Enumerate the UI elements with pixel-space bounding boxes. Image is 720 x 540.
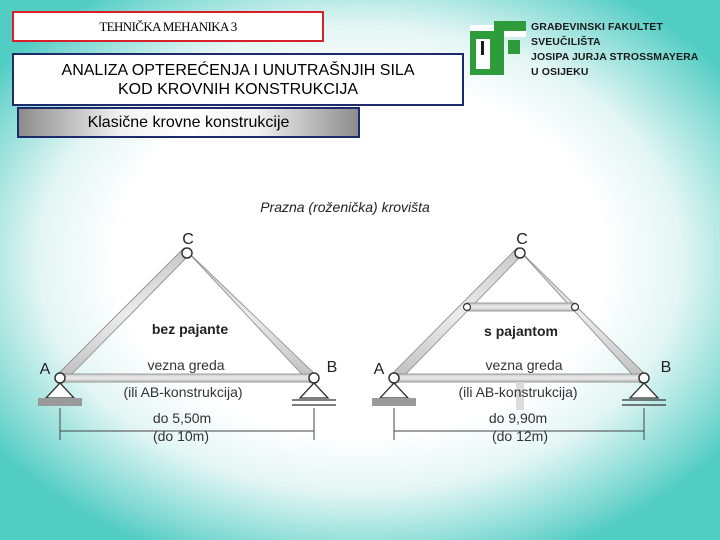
- right-beam-sublabel: (ili AB-konstrukcija): [458, 384, 578, 400]
- left-beam-sublabel: (ili AB-konstrukcija): [123, 384, 243, 400]
- right-truss-type: s pajantom: [484, 323, 558, 339]
- right-label-b: B: [660, 359, 672, 376]
- faculty-name-line1: GRAĐEVINSKI FAKULTET: [531, 21, 663, 33]
- right-tie-beam: [394, 374, 644, 382]
- right-support-a-base: [372, 398, 416, 406]
- left-truss-type: bez pajante: [151, 321, 229, 337]
- truss-left: [38, 231, 337, 444]
- left-beam-label: vezna greda: [147, 357, 225, 373]
- left-label-a: A: [39, 361, 51, 378]
- left-label-c: C: [182, 231, 194, 248]
- left-label-b: B: [326, 359, 338, 376]
- right-joint-a: [389, 373, 399, 383]
- left-span-sublabel: (do 10m): [152, 428, 210, 444]
- course-title: TEHNIČKA MEHANIKA 3: [99, 18, 237, 34]
- main-title-line2: KOD KROVNIH KONSTRUKCIJA: [117, 80, 359, 98]
- right-span-label: do 9,90m: [488, 410, 548, 426]
- right-label-a: A: [373, 361, 385, 378]
- right-span-sublabel: (do 12m): [491, 428, 549, 444]
- right-joint-c: [515, 248, 525, 258]
- right-beam-label: vezna greda: [485, 357, 563, 373]
- left-support-b: [300, 383, 328, 398]
- main-title-line1: ANALIZA OPTEREĆENJA I UNUTRAŠNJIH SILA: [61, 61, 415, 79]
- faculty-name-line4: U OSIJEKU: [531, 66, 589, 78]
- left-support-a-base: [38, 398, 82, 406]
- faculty-name-line3: JOSIPA JURJA STROSSMAYERA: [531, 51, 699, 63]
- subtitle: Klasične krovne konstrukcije: [87, 113, 290, 131]
- diagram-caption: Prazna (roženička) krovišta: [260, 199, 430, 215]
- faculty-name-line2: SVEUČILIŠTA: [531, 36, 601, 48]
- left-joint-c: [182, 248, 192, 258]
- left-span-label: do 5,50m: [152, 410, 212, 426]
- right-collar-beam: [467, 303, 575, 311]
- right-joint-collar-right: [572, 304, 579, 311]
- left-joint-b: [309, 373, 319, 383]
- right-support-b: [630, 383, 658, 398]
- truss-right: [372, 231, 671, 444]
- left-joint-a: [55, 373, 65, 383]
- right-support-a: [380, 383, 408, 398]
- right-joint-collar-left: [464, 304, 471, 311]
- left-support-a: [46, 383, 74, 398]
- left-tie-beam: [60, 374, 314, 382]
- right-joint-b: [639, 373, 649, 383]
- right-label-c: C: [516, 231, 528, 248]
